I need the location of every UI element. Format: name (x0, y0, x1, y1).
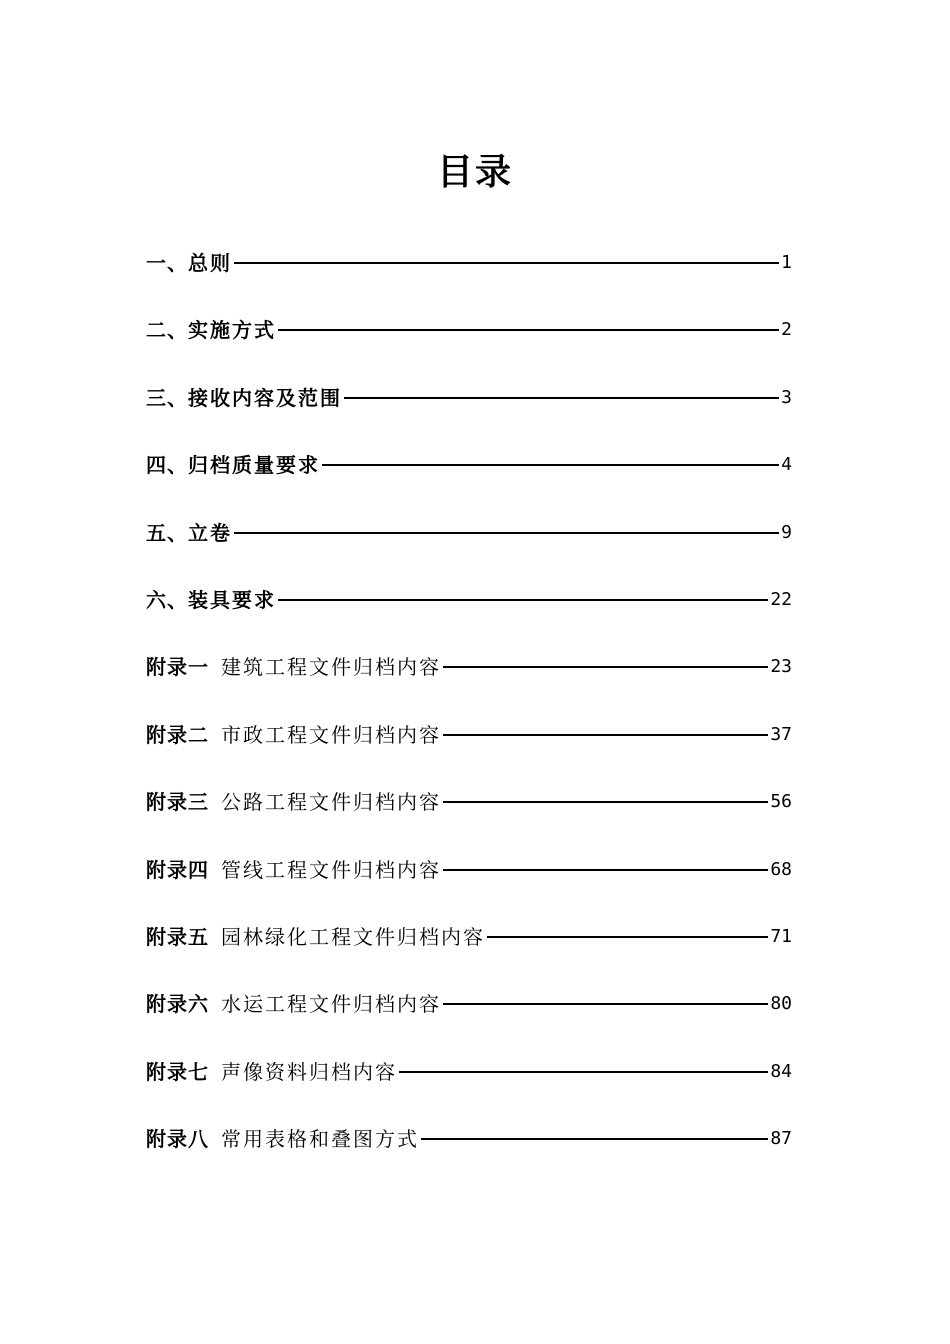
toc-entry[interactable] (146, 448, 792, 515)
toc-appendix-entry[interactable] (146, 1122, 792, 1189)
toc-leader (487, 920, 768, 938)
toc-entry-number: 六、 (146, 587, 188, 612)
toc-leader (399, 1055, 768, 1073)
toc-entry-number: 附录三 (146, 790, 209, 815)
toc-appendix-entry[interactable] (146, 718, 792, 785)
toc-entry-label: 园林绿化工程文件归档内容 (221, 924, 485, 949)
toc-entry-page: 23 (770, 656, 792, 678)
toc-entry-label: 接收内容及范围 (188, 385, 342, 410)
page-title: 目录 (436, 151, 513, 193)
toc-entry-label: 声像资料归档内容 (221, 1059, 397, 1084)
toc-leader (234, 516, 779, 534)
table-of-contents (146, 246, 792, 1189)
toc-leader (234, 246, 779, 264)
toc-leader (344, 381, 779, 399)
toc-entry[interactable] (146, 516, 792, 583)
toc-entry-label: 市政工程文件归档内容 (221, 722, 441, 747)
toc-entry-number: 二、 (146, 318, 188, 343)
toc-entry-number: 附录二 (146, 722, 209, 747)
toc-entry[interactable] (146, 583, 792, 650)
toc-entry-label: 建筑工程文件归档内容 (221, 655, 441, 680)
toc-entry-page: 9 (781, 521, 792, 543)
toc-appendix-entry[interactable] (146, 1055, 792, 1122)
toc-entry-page: 2 (781, 319, 792, 341)
toc-entry-number: 附录五 (146, 924, 209, 949)
toc-leader (443, 718, 768, 736)
toc-leader (443, 987, 768, 1005)
toc-appendix-entry[interactable] (146, 650, 792, 717)
toc-entry-label: 归档质量要求 (188, 453, 320, 478)
toc-entry-page: 1 (781, 252, 792, 273)
toc-entry-label: 水运工程文件归档内容 (221, 992, 441, 1017)
toc-entry[interactable] (146, 381, 792, 448)
toc-appendix-entry[interactable] (146, 987, 792, 1054)
toc-entry-label: 总则 (188, 251, 232, 275)
toc-entry-number: 附录六 (146, 992, 209, 1017)
toc-entry-number: 一、 (146, 251, 188, 275)
toc-entry[interactable] (146, 246, 792, 313)
toc-entry-number: 三、 (146, 385, 188, 410)
toc-entry-page: 71 (770, 925, 792, 947)
toc-leader (278, 583, 768, 601)
toc-entry-number: 附录七 (146, 1059, 209, 1084)
toc-entry-number: 四、 (146, 453, 188, 478)
toc-entry-page: 4 (781, 454, 792, 476)
toc-appendix-entry[interactable] (146, 785, 792, 852)
toc-leader (421, 1122, 768, 1140)
toc-entry-page: 22 (770, 588, 792, 610)
toc-entry-page: 37 (770, 723, 792, 745)
toc-entry-page: 3 (781, 386, 792, 408)
toc-entry-number: 五、 (146, 520, 188, 545)
toc-leader (443, 785, 768, 803)
toc-appendix-entry[interactable] (146, 920, 792, 987)
toc-entry-label: 公路工程文件归档内容 (221, 790, 441, 815)
toc-leader (443, 853, 768, 871)
toc-entry-label: 装具要求 (188, 587, 276, 612)
toc-entry[interactable] (146, 313, 792, 380)
toc-entry-number: 附录八 (146, 1127, 209, 1152)
toc-entry-label: 管线工程文件归档内容 (221, 857, 441, 882)
toc-entry-page: 87 (770, 1128, 792, 1150)
toc-leader (322, 448, 779, 466)
toc-entry-number: 附录一 (146, 655, 209, 680)
toc-entry-label: 实施方式 (188, 318, 276, 343)
toc-entry-page: 56 (770, 791, 792, 813)
toc-entry-label: 常用表格和叠图方式 (221, 1127, 419, 1152)
toc-entry-number: 附录四 (146, 857, 209, 882)
toc-entry-label: 立卷 (188, 520, 232, 545)
toc-appendix-entry[interactable] (146, 853, 792, 920)
toc-leader (278, 313, 779, 331)
toc-entry-page: 68 (770, 858, 792, 880)
toc-leader (443, 650, 768, 668)
toc-entry-page: 80 (770, 993, 792, 1015)
toc-entry-page: 84 (770, 1060, 792, 1082)
